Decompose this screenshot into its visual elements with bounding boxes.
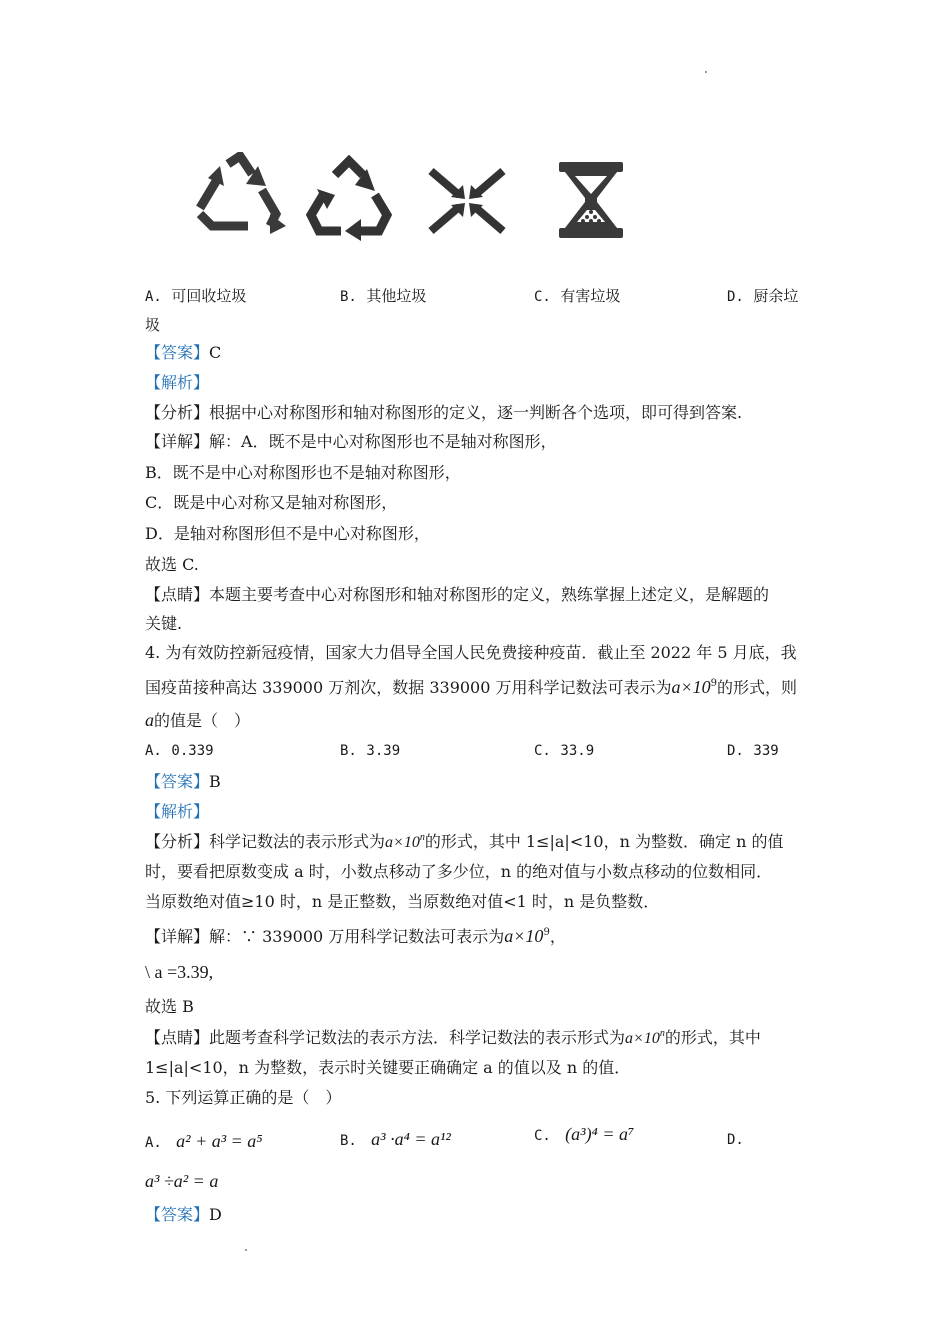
option-math: a³ ·a⁴ = a¹²: [371, 1129, 451, 1149]
q3-choose: 故选 C.: [145, 555, 199, 574]
math-exponent: n: [419, 832, 425, 843]
q4-fenxi: [145, 832, 783, 853]
dianjing-text: 本题主要考查中心对称图形和轴对称图形的定义，熟练掌握上述定义，是解题的: [209, 585, 770, 604]
dianjing-tag: 【点睛】: [145, 585, 210, 604]
option-letter: C.: [534, 1128, 551, 1144]
q5-answer: [145, 1205, 222, 1225]
fenxi-text: 根据中心对称图形和轴对称图形的定义，逐一判断各个选项，即可得到答案.: [209, 403, 743, 422]
dianjing-text: 的形式，其中: [664, 1028, 761, 1047]
stem-text: 国疫苗接种高达 339000 万剂次，数据 339000 万用科学记数法可表示为: [145, 678, 672, 697]
xiangjie-text: ，: [549, 927, 566, 946]
answer-tag: 【答案】: [145, 772, 210, 791]
q4-option-a[interactable]: [145, 741, 214, 759]
option-text: 339: [753, 743, 779, 759]
recycle-triangle-icon: [190, 152, 290, 236]
dianjing-tag: 【点睛】: [145, 1028, 210, 1047]
stem-text: 的形式，则: [717, 678, 798, 697]
fenxi-text: 的形式，其中 1≤|a|<10，n 为整数．确定 n 的值: [424, 832, 784, 851]
q4-option-c[interactable]: [534, 741, 594, 759]
answer-tag: 【答案】: [145, 343, 210, 362]
q4-stem-2: [145, 677, 797, 698]
answer-value: C: [209, 343, 222, 362]
option-text: 厨余垃: [753, 287, 799, 305]
option-letter: D.: [727, 1132, 744, 1148]
fenxi-tag: 【分析】: [145, 403, 210, 422]
xiangjie-text: 解：A．既不是中心对称图形也不是轴对称图形，: [209, 432, 557, 451]
q4-choose: 故选 B: [145, 997, 194, 1016]
q4-xiangjie: [145, 926, 566, 947]
option-letter: A.: [145, 743, 162, 759]
q3-option-a[interactable]: [145, 285, 246, 306]
q5-option-d-math: [145, 1171, 218, 1192]
hourglass-icon: [557, 160, 625, 240]
q5-stem: 5. 下列运算正确的是（ ）: [145, 1088, 342, 1107]
dianjing-text: 此题考查科学记数法的表示方法．科学记数法的表示形式为: [209, 1028, 626, 1047]
q3-dianjing: [145, 585, 769, 605]
q4-dianjing: [145, 1028, 761, 1049]
q5-option-a[interactable]: [145, 1131, 263, 1152]
q3-option-d-wrap: 圾: [145, 316, 161, 334]
q4-result: \ a =3.39,: [145, 962, 214, 982]
q3-analysis-tag: 【解析】: [145, 373, 210, 392]
option-text: 可回收垃圾: [171, 287, 247, 305]
option-letter: B.: [340, 289, 357, 305]
math-exponent: 9: [543, 927, 550, 938]
math-exponent: 9: [710, 678, 718, 689]
q4-option-d[interactable]: [727, 741, 779, 759]
q5-option-b[interactable]: [340, 1129, 451, 1150]
q3-line-c: C．既是中心对称又是轴对称图形，: [145, 493, 398, 512]
q3-answer: [145, 343, 221, 363]
q4-dianjing-2: 1≤|a|<10，n 为整数，表示时关键要正确确定 a 的值以及 n 的值．: [145, 1058, 631, 1077]
option-math: (a³)⁴ = a⁷: [565, 1124, 635, 1144]
answer-tag: 【答案】: [145, 1205, 210, 1224]
speck: [705, 71, 707, 73]
hazard-arrows-icon: [425, 165, 509, 237]
q3-option-b[interactable]: [340, 285, 426, 306]
option-text: 有害垃圾: [560, 287, 621, 305]
q4-answer: [145, 772, 221, 792]
q3-fenxi: [145, 403, 742, 423]
q4-fenxi-2: 时，要看把原数变成 a 时，小数点移动了多少位，n 的绝对值与小数点移动的位数相同．: [145, 862, 773, 881]
xiangjie-text: 解：∵ 339000 万用科学记数法可表示为: [209, 927, 505, 946]
q3-option-c[interactable]: [534, 285, 620, 306]
math-expr: a×10: [504, 926, 544, 946]
option-letter: C.: [534, 289, 551, 305]
speck: [245, 1249, 247, 1251]
math-var: a: [145, 710, 154, 730]
math-expr: a×10: [625, 1030, 660, 1047]
option-letter: D.: [727, 743, 744, 759]
option-letter: C.: [534, 743, 551, 759]
q3-xiangjie: [145, 432, 557, 452]
q3-line-d: D．是轴对称图形但不是中心对称图形，: [145, 524, 430, 543]
other-waste-triangle-icon: [305, 155, 395, 243]
option-letter: B.: [340, 1133, 357, 1149]
q4-stem-3: [145, 710, 250, 731]
option-letter: D.: [727, 289, 744, 305]
q3-line-b: B．既不是中心对称图形也不是轴对称图形，: [145, 463, 461, 482]
xiangjie-tag: 【详解】: [145, 432, 210, 451]
fenxi-tag: 【分析】: [145, 832, 210, 851]
q4-fenxi-3: 当原数绝对值≥10 时，n 是正整数，当原数绝对值<1 时，n 是负整数．: [145, 892, 660, 911]
q5-option-c[interactable]: [534, 1124, 634, 1145]
fenxi-text: 科学记数法的表示形式为: [209, 832, 386, 851]
option-text: 0.339: [171, 743, 214, 759]
xiangjie-tag: 【详解】: [145, 927, 210, 946]
option-text: 33.9: [560, 743, 595, 759]
q3-option-d[interactable]: [727, 285, 798, 306]
option-math: a² + a³ = a⁵: [176, 1131, 263, 1151]
q4-option-b[interactable]: [340, 741, 400, 759]
math-expr: a×10: [385, 834, 420, 851]
option-letter: A.: [145, 1135, 162, 1151]
q5-option-d[interactable]: [727, 1130, 744, 1148]
math-exponent: n: [659, 1028, 665, 1039]
q4-analysis-tag: 【解析】: [145, 802, 210, 821]
answer-value: D: [209, 1205, 222, 1224]
option-letter: B.: [340, 743, 357, 759]
option-letter: A.: [145, 289, 162, 305]
option-math: a³ ÷a² = a: [145, 1171, 219, 1191]
q3-dianjing-2: 关键.: [145, 614, 183, 633]
option-text: 其他垃圾: [366, 287, 427, 305]
answer-value: B: [209, 772, 221, 791]
option-text: 3.39: [366, 743, 401, 759]
stem-text: 的值是（ ）: [154, 711, 251, 730]
math-expr: a×10: [671, 677, 711, 697]
q4-stem-1: 4. 为有效防控新冠疫情，国家大力倡导全国人民免费接种疫苗．截止至 2022 年 5 月底，我: [145, 643, 797, 662]
